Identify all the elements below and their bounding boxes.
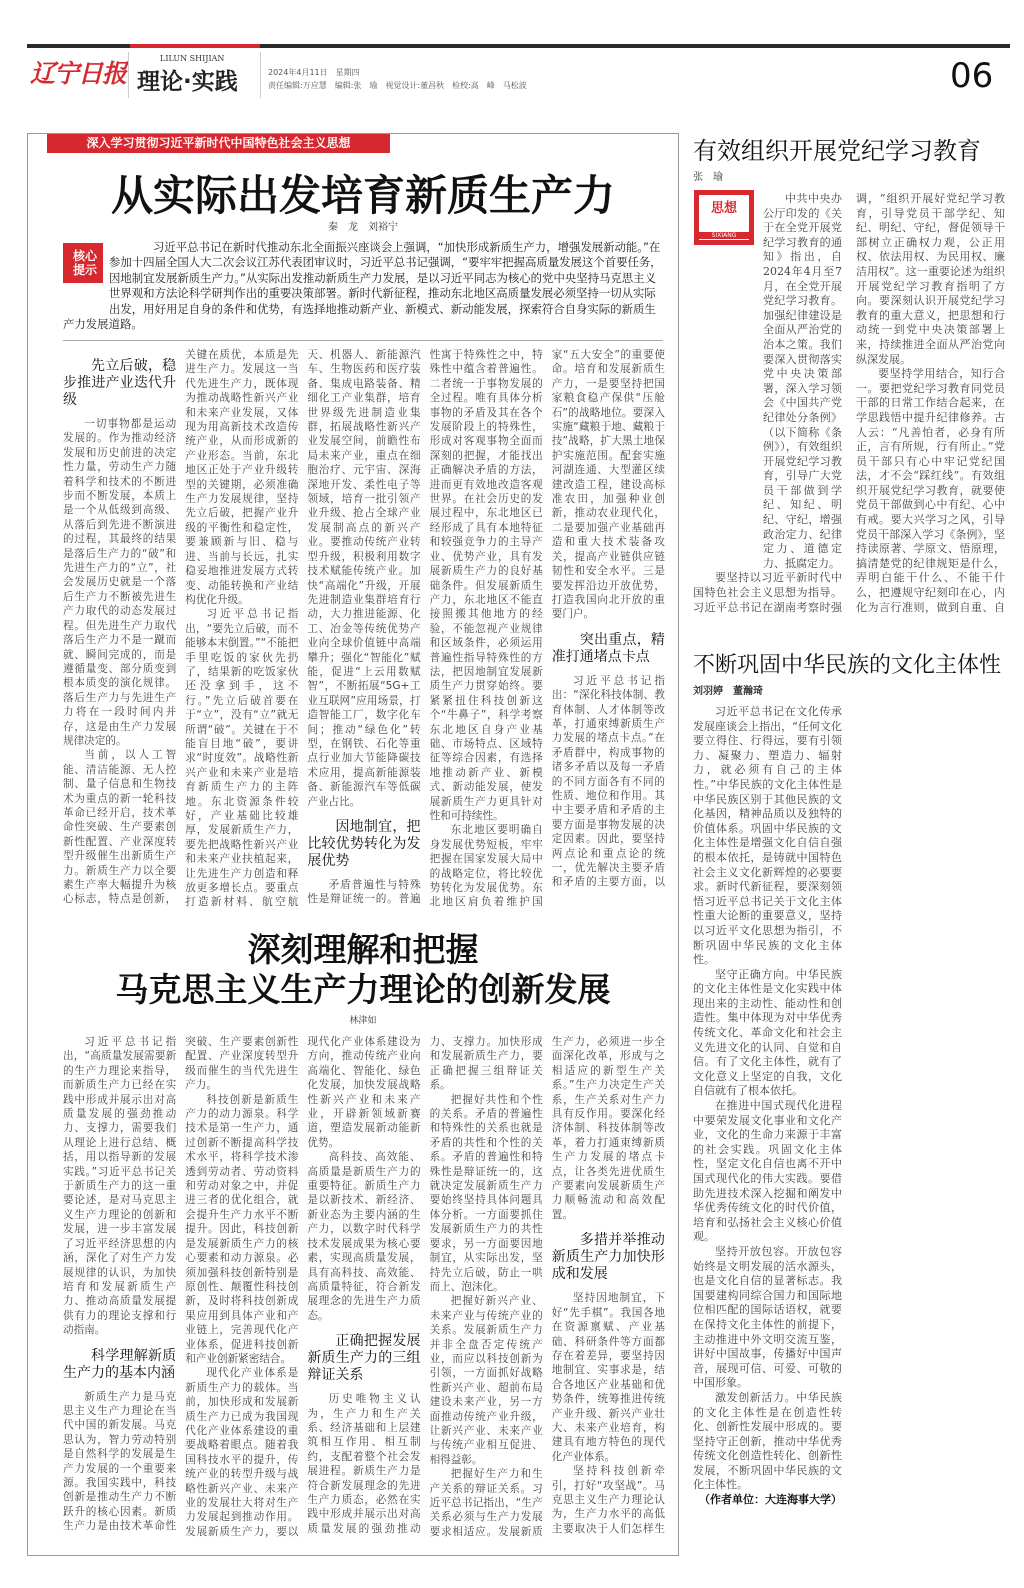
author-affiliation: （作者单位：大连海事大学） — [699, 1493, 842, 1507]
thought-badge-pinyin: SIXIANG — [699, 232, 749, 239]
subheading: 科学理解新质生产力的基本内涵 — [63, 1347, 177, 1381]
subheading: 先立后破，稳步推进产业迭代升级 — [63, 358, 177, 408]
paragraph: 现代化产业体系是新质生产力的载体。当前，加快形成和发展新质生产力已成为我国现代化产业体系建设的重要战略着眼点。随着我国科技水平的提升，传统产业的转型升级与战略性新兴产业、未来产业的发展壮大将对生产力发展起到推动作用。发展新质生产力，要以现代化产业体系建设为方向，推动传统产业向高端化、智能化、绿色化发展，加快发展战略性新兴产业和未来产业，开辟新领域新赛道，塑造发展新动能新优势。 — [185, 1036, 421, 1538]
core-tip-badge: 核心提示 — [63, 243, 103, 283]
column-banner: 深入学习贯彻习近平新时代中国特色社会主义思想 — [47, 134, 390, 153]
paragraph: 习近平总书记指出：“深化科技体制、教育体制、人才体制等改革，打通束缚新质生产力发展的堵点卡点。”在矛盾群中，构成事物的诸多矛盾以及每一矛盾的不同方面各有不同的性质、地位和作用。其中主要矛盾和矛盾的主要方面是事物发展的决定因素。因此，要坚持两点论和重点论的统一，优先解决主要矛盾和矛盾的主要方面，以 — [551, 674, 665, 889]
subheading: 突出重点，精准打通堵点卡点 — [551, 631, 665, 665]
article3-title: 有效组织开展党纪学习教育 — [693, 137, 981, 165]
article4-authors: 刘羽婷 董瀚琦 — [693, 686, 763, 697]
divider — [128, 52, 129, 98]
paragraph: 坚持因地制宜，下好“先手棋”。我国各地在资源禀赋、产业基础、科研条件等方面都存在着差异，要坚持因地制宜、实事求是，结合各地区产业基础和优势条件，统筹推进传统产业升级、新兴产业壮大、未来产业培育，构建具有地方特色的现代化产业体系。 — [551, 1292, 665, 1463]
article2-body — [63, 1035, 665, 1545]
paragraph: 习近平总书记指出，“高质量发展需要新的生产力理论来指导，而新质生产力已经在实践中形成并展示出对高质量发展的强劲推动力、支撑力，需要我们从理论上进行总结、概括，用以指导新的发展实践。”习近平总书记关于新质生产力的这一重要论述，是对马克思主义生产力理论的创新和发展，进一步丰富发展了习近平经济思想的内涵，深化了对生产力发展规律的认识，为加快培育和发展新质生产力、推动高质量发展提供有力的理论支撑和行动指南。 — [63, 1036, 177, 1337]
article2-title-line1: 深刻理解和把握 — [247, 930, 479, 969]
section-pinyin: LILUN SHIJIAN — [160, 54, 225, 63]
page-number: 06 — [950, 56, 994, 96]
newspaper-logo: 辽宁日报 — [30, 59, 127, 88]
paragraph: 中共中央办公厅印发的《关于在全党开展党纪学习教育的通知》指出，自2024年4月至7月，在全党开展党纪学习教育。加强纪律建设是全面从严治党的治本之策。我们要深入贯彻落实党中央决策部署，深入学习领会《中国共产党纪律处分条例》（以下简称《条例》），有效组织开展党纪学习教育，引导广大党员干部做到学纪、知纪、明纪、守纪，增强政治定力、纪律定力、道德定力、抵腐定力。 — [763, 192, 842, 570]
divider — [63, 340, 663, 341]
subheading: 正确把握发展新质生产力的三组辩证关系 — [307, 1333, 421, 1384]
dateline — [268, 66, 527, 92]
paragraph: 新质生产力是马克思主义生产力理论在当代中国的新发展。马克思认为，智力劳动特别是自然科学的发展是生产力发展的一个重要来源。我国实践中，科技创新是推动生产力不断跃升的核心因素。新质生产力是由技术革命性突破、生产要素创新性配置、产业深度转型升级而催生的当代先进生产力。 — [63, 1036, 299, 1533]
paragraph: 高科技、高效能、高质量是新质生产力的重要特征。新质生产力是以新技术、新经济、新业态为主要内涵的生产力，以数字时代科学技术发展成果为核心要素，实现高质量发展，具有高科技、高效能、高质量特征，符合新发展理念的先进生产力质态。 — [307, 1151, 421, 1322]
paragraph: 历史唯物主义认为，生产力和生产关系、经济基础和上层建筑相互作用、相互制约，支配着整个社会发展进程。新质生产力是符合新发展理念的先进生产力质态，必然在实践中形成并展示出对高质量发展的强劲推动力、支撑力。加快形成和发展新质生产力，要正确把握三组辩证关系。 — [307, 1036, 543, 1535]
top-rule-accent — [130, 44, 260, 48]
date: 2024年4月11日 星期四 — [268, 68, 360, 77]
article4-body — [693, 705, 1005, 1555]
divider — [260, 52, 261, 98]
paragraph: 要坚持以习近平新时代中国特色社会主义思想为指导。习近平总书记在湖南考察时强调，“组织开展好党纪学习教育，引导党员干部学纪、知纪、明纪、守纪，督促领导干部树立正确权力观，公正用权、依法用权、为民用权、廉洁用权”。这一重要论述为组织开展党纪学习教育指明了方向。要深刻认识开展党纪学习教育的重大意义，把思想和行动统一到党中央决策部署上来，持续推进全面从严治党向纵深发展。 — [693, 192, 1005, 614]
paragraph: 坚持科技创新牵引，打好“攻坚战”。马克思主义生产力理论认为，生产力水平的高低主要取决于人们怎样生 — [551, 1465, 665, 1535]
paragraph: 坚持开放包容。开放包容始终是文明发展的活水源头，也是文化自信的显著标志。我国要建构同综合国力和国际地位相匹配的国际话语权，就要在保持文化主体性的前提下，主动推进中外文明交流互鉴，讲好中国故事，传播好中国声音，展现可信、可爱、可敬的中国形象。 — [693, 1244, 842, 1390]
article1-lead: 习近平总书记在新时代推动东北全面振兴座谈会上强调，“加快形成新质生产力，增强发展新动能。”在参加十四届全国人大二次会议江苏代表团审议时，习近平总书记强调，“要牢牢把握高质量发展这个首要任务，因地制宜发展新质生产力。”从实际出发推动新质生产力发展，是以习近平同志为核心的党中央坚持马克思主义世界观和方法论科学研判作出的重要决策部署。新时代新征程，推动东北地区高质量发展必须坚持一切从实际出发，用好用足自身的条件和优势，有选择地推动新产业、新模式、新动能发展，探索符合自身实际的新质生产力发展道路。 — [63, 240, 662, 332]
paragraph: 要坚持学用结合，知行合一。要把党纪学习教育同党员干部的日常工作结合起来，在学思践悟中提升纪律修养。古人云：“凡善怕者，必身有所正，言有所规，行有所止。”党员干部只有心中牢记党纪国法，才不会“踩红线”。有效组织开展党纪学习教育，就要使党员干部做到心中有纪、心中有戒。要大兴学习之风，引导党员干部深入学习《条例》，坚持读原著、学原文、悟原理，搞清楚党的纪律规矩是什么，弄明白能干什么、不能干什么，把遵规守纪刻印在心，内化为言行准则，做到自重、自 — [856, 367, 1005, 614]
article3-author: 张 瑜 — [693, 172, 723, 183]
article2-author: 林津如 — [349, 1016, 377, 1026]
paragraph: 一切事物都是运动发展的。作为推动经济发展和历史前进的决定性力量，劳动生产力随着科学和技术的不断进步而不断发展，本质上是一个从低级到高级、从落后到先进不断演进的过程，其最终的结果是落后生产力的“破”和先进生产力的“立”，社会发展历史就是一个落后生产力不断被先进生产力取代的动态发展过程。但先进生产力取代落后生产力不是一蹴而就、瞬间完成的，而是遵循量变、部分质变到根本质变的演化规律。落后生产力与先进生产力将在一段时间内并存，这是由生产力发展规律决定的。 — [63, 418, 177, 747]
subheading: 多措并举推动新质生产力加快形成和发展 — [551, 1232, 665, 1283]
paragraph: 矛盾普遍性与特殊性是辩证统一的。普遍性寓于特殊性之中，特殊性中蕴含着普遍性。二者统一于事物发展的全过程。唯有具体分析事物的矛盾及其在各个发展阶段上的特殊性，形成对客观事物全面而深刻的把握，才能找出正确解决矛盾的方法，进而更有效地改造客观世界。在社会历史的发展过程中，东北地区已经形成了具有本地特征和较强竞争力的主导产业、优势产业，具有发展新质生产力的良好基础条件。但发展新质生产力，东北地区不能直接照搬其他地方的经验，不能忽视产业规律和区域条件，必须运用普遍性指导特殊性的方法，把因地制宜发展新质生产力贯穿始终。要紧紧扭住科技创新这个“牛鼻子”，科学考察东北地区自身产业基础、市场特点、区域特征等综合因素，有选择地推动新产业、新模式、新动能发展，使发展新质生产力更具针对性和可持续性。 — [307, 349, 543, 906]
paragraph: 把握好共性和个性的关系。矛盾的普遍性和特殊性的关系也就是矛盾的共性和个性的关系。矛盾的普遍性和特殊性是辩证统一的，这就决定发展新质生产力要始终坚持具体问题具体分析。一方面要抓住发展新质生产力的共性要求，另一方面要因地制宜，从实际出发，坚持先立后破，防止一哄而上、泡沫化。 — [429, 1093, 543, 1293]
article2-title — [63, 930, 663, 1010]
article1-title: 从实际出发培育新质生产力 — [110, 171, 615, 220]
article3-body — [693, 192, 1005, 617]
article1-lead-block — [63, 240, 665, 332]
editors: 责任编辑:万应慧 编辑:张 瑜 视觉设计:董昌秋 检校:高 峰 马松波 — [268, 81, 527, 90]
paragraph: 在推进中国式现代化进程中要荣发展文化事业和文化产业，文化的生命力来源于丰富的社会实践。巩固文化主体性，坚定文化自信也离不开中国式现代化的伟大实践。要借助先进技术深入挖掘和阐发中华优秀传统文化的时代价值，培育和弘扬社会主义核心价值观。 — [693, 1099, 842, 1244]
paragraph: 激发创新活力。中华民族的文化主体性是在创造性转化、创新性发展中形成的。要坚持守正创新，推动中华优秀传统文化创造性转化、创新性发展，不断巩固中华民族的文化主体性。 — [693, 1390, 842, 1492]
paragraph: 把握好新兴产业、未来产业与传统产业的关系。发展新质生产力并非全盘否定传统产业，而应以科技创新为引领，一方面抓好战略性新兴产业、超前布局建设未来产业，另一方面推动传统产业升级，让新兴产业、未来产业与传统产业相互促进、相得益彰。 — [429, 1295, 543, 1466]
article1-authors: 秦 龙 刘裕宁 — [328, 222, 398, 233]
article1-body — [63, 348, 665, 913]
thought-badge-label: 思想 — [710, 201, 737, 216]
article2-title-line2: 马克思主义生产力理论的创新发展 — [115, 970, 611, 1009]
paragraph: 东北地区要明确自身发展优势短板，牢牢把握在国家发展大局中的战略定位，将比较优势转化为发展优势。东北地区肩负着维护国家“五大安全”的重要使命。培育和发展新质生产力，一是要坚持把国家粮食稳产保供“压舱石”的战略地位。要深入实施“藏粮于地、藏粮于技”战略，扩大黑土地保护实施范围。配套实施河湖连通、大型灌区续建改造工程，建设高标准农田，加强种业创新，推动农业现代化，二是要加强产业基础再造和重大技术装备攻关，提高产业链供应链韧性和安全水平。三是要发挥沿边开放优势，打造我国向北开放的重要门户。 — [429, 349, 665, 909]
paragraph: 科技创新是新质生产力的动力源泉。科学技术是第一生产力，通过创新不断提高科学技术水平，将科学技术渗透到劳动者、劳动资料和劳动对象之中，并促进三者的优化组合，就会提升生产力水平不断提升。因此，科技创新是发展新质生产力的核心要素和动力源泉。必须加强科技创新特别是原创性、颠覆性科技创新，及时将科技创新成果应用到具体产业和产业链上，完善现代化产业体系，促进科技创新和产业创新紧密结合。 — [185, 1093, 299, 1365]
article4-title: 不断巩固中华民族的文化主体性 — [693, 653, 1002, 678]
paragraph: 坚守正确方向。中华民族的文化主体性是文化实践中体现出来的主动性、能动性和创造性。集中体现为对中华优秀传统文化、革命文化和社会主义先进文化的认同、自觉和自信。有了文化主体性，就有了文化意义上坚定的自我，文化自信就有了根本依托。 — [693, 967, 842, 1098]
section-title: 理论·实践 — [137, 69, 238, 95]
paragraph: 习近平总书记指出，“要先立后破，而不能够本末倒置。”“不能把手里吃饭的家伙先扔了，结果新的吃饭家伙还没拿到手，这不行。”先立后破首要在于“立”，没有“立”就无所谓“破”。关键在于不能盲目地“破”，要讲求“时度效”。战略性新兴产业和未来产业是培育新质生产力的主阵地。东北资源条件较好，产业基础比较雄厚，发展新质生产力，要先把战略性新兴产业和未来产业扶植起来，让先进生产力创造和释放更多增长点。要重点打造新材料、航空航天、机器人、新能源汽车、生物医药和医疗装备、集成电路装备、精细化工产业集群，培育世界级先进制造业集群，拓展战略性新兴产业发展空间，前瞻性布局未来产业，重点在细胞治疗、元宇宙、深海深地开发、柔性电子等领域，培育一批引领产业升级、抢占全球产业发展制高点的新兴产业。要推动传统产业转型升级，积极利用数字技术赋能传统产业。加快“高端化”升级，开展先进制造业集群培育行动，大力推进能源、化工、冶金等传统优势产业向全球价值链中高端攀升；强化“智能化”赋能，促进“上云用数赋智”，不断拓展“5G+工业互联网”应用场景，打造智能工厂，数字化车间；推动“绿色化”转型，在钢铁、石化等重点行业加大节能降碳技术应用，提高新能源装备、新能源汽车等低碳产业占比。 — [185, 349, 421, 909]
paragraph: 把握好生产力和生产关系的辩证关系。习近平总书记指出，“生产关系必须与生产力发展要求相适应。发展新质生产力，必须进一步全面深化改革，形成与之相适应的新型生产关系。”生产力决定生产关系，生产关系对生产力具有反作用。要深化经济体制、科技体制等改革，着力打通束缚新质生产力发展的堵点卡点，让各类先进优质生产要素向发展新质生产力顺畅流动和高效配置。 — [429, 1036, 665, 1538]
paragraph: 习近平总书记在文化传承发展座谈会上指出，“任何文化要立得住、行得远，要有引领力、凝聚力、塑造力、辐射力，就必须有自己的主体性。”中华民族的文化主体性是中华民族区别于其他民族的文化基因，精神品质以及独特的价值体系。巩固中华民族的文化主体性是增强文化自信自强的根本依托，是铸就中国特色社会主义文化新辉煌的必要要求。新时代新征程，要深刻领悟习近平总书记关于文化主体性重大论断的重要意义，坚持以习近平文化思想为指引，不断巩固中华民族的文化主体性。 — [693, 705, 842, 967]
paragraph: 当前，以人工智能、清洁能源、无人控制、量子信息和生物技术为重点的新一轮科技革命已经开启，技术革命性突破、生产要素创新性配置、产业深度转型升级催生出新质生产力。新质生产力以全要素生产率大幅提升为核心标志，特点是创新，关键在质优，本质是先进生产力。发展这一当代先进生产力，既体现为推动战略性新兴产业和未来产业发展，又体现为用高新技术改造传统产业，从而形成新的产业形态。当前，东北地区正处于产业升级转型的关键期，必须准确生产力发展规律，坚持先立后破，把握产业升级的平衡性和稳定性，要兼顾新与旧、稳与进、当前与长远，扎实稳妥地推进发展方式转变、动能转换和产业结构优化升级。 — [63, 349, 299, 906]
subheading: 因地制宜，把比较优势转化为发展优势 — [307, 819, 421, 869]
